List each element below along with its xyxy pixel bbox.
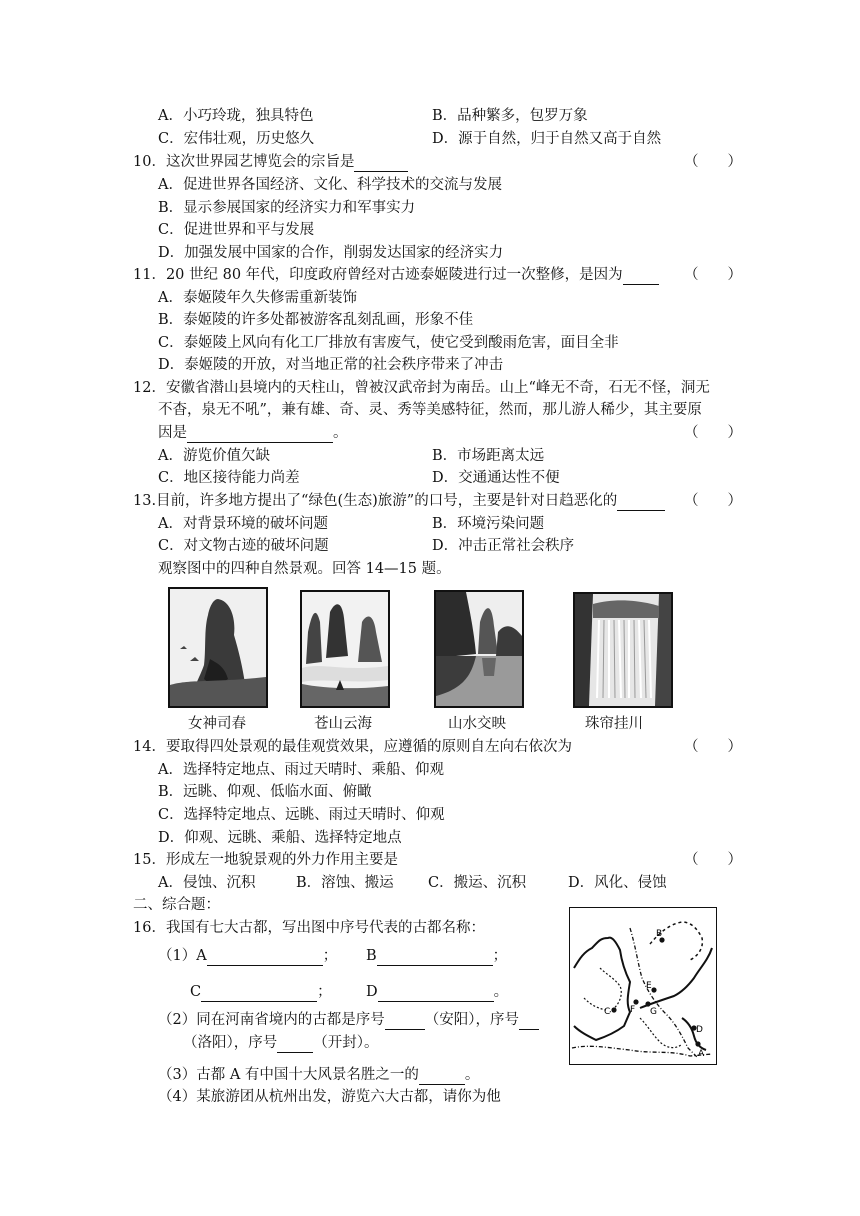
map-label-e: E bbox=[646, 981, 652, 991]
map-label-a: A bbox=[698, 1049, 705, 1059]
q11-option-b: B．泰姬陵的许多处都被游客乱刻乱画，形象不佳 bbox=[158, 312, 474, 328]
q16-part2-line1: （2）同在河南省境内的古都是序号 （安阳），序号 bbox=[158, 1010, 539, 1030]
q13-stem: 13.目前，许多地方提出了“绿色(生态)旅游”的口号，主要是针对日趋恶化的 bbox=[133, 491, 665, 511]
q12-line-2: 不杳，泉无不吼”，兼有雄、奇、灵、秀等美感特征，然而，那儿游人稀少，其主要原 bbox=[158, 402, 702, 418]
q14-option-a: A．选择特定地点、雨过天晴时、乘船、仰观 bbox=[158, 762, 444, 778]
q11-option-c: C．泰姬陵上风向有化工厂排放有害废气，使它受到酸雨危害，面目全非 bbox=[158, 335, 619, 351]
section-heading: 二、综合题： bbox=[133, 897, 220, 913]
q12-option-b: B．市场距离太远 bbox=[432, 448, 545, 464]
q9-option-c: C．宏伟壮观，历史悠久 bbox=[158, 131, 315, 147]
q11-option-d: D．泰姬陵的开放，对当地正常的社会秩序带来了冲击 bbox=[158, 357, 504, 373]
answer-blank bbox=[519, 1014, 539, 1030]
map-label-c: C bbox=[604, 1007, 611, 1017]
q10-option-c: C．促进世界和平与发展 bbox=[158, 222, 315, 238]
q16-stem: 16．我国有七大古都，写出图中序号代表的古都名称： bbox=[133, 920, 485, 936]
q10-option-a: A．促进世界各国经济、文化、科学技术的交流与发展 bbox=[158, 177, 502, 193]
q11-option-a: A．泰姬陵年久失修需重新装饰 bbox=[158, 290, 357, 306]
ancient-capitals-map bbox=[569, 907, 717, 1065]
observe-instruction: 观察图中的四种自然景观。回答 14—15 题。 bbox=[158, 561, 451, 577]
caption-goddess: 女神司春 bbox=[188, 716, 246, 732]
q14-option-c: C．选择特定地点、远眺、雨过天晴时、仰观 bbox=[158, 807, 445, 823]
caption-waterfall: 珠帘挂川 bbox=[585, 716, 643, 732]
answer-paren: （ ） bbox=[684, 267, 742, 283]
landscape-photo-goddess bbox=[168, 587, 268, 708]
q13-option-a: A．对背景环境的破坏问题 bbox=[158, 516, 328, 532]
answer-blank bbox=[617, 495, 665, 511]
answer-blank bbox=[419, 1069, 465, 1085]
answer-paren: （ ） bbox=[684, 154, 742, 170]
q14-option-b: B．远眺、仰观、低临水面、俯瞰 bbox=[158, 784, 372, 800]
landscape-photo-river bbox=[434, 590, 524, 708]
caption-river: 山水交映 bbox=[448, 716, 506, 732]
q15-stem: 15．形成左一地貌景观的外力作用主要是 bbox=[133, 852, 398, 868]
map-label-f: F bbox=[630, 1005, 636, 1015]
answer-blank bbox=[623, 269, 659, 285]
answer-blank bbox=[354, 156, 408, 172]
q10-option-d: D．加强发展中国家的合作，削弱发达国家的经济实力 bbox=[158, 245, 504, 261]
map-label-b: B bbox=[656, 929, 663, 939]
q16-part1-row1: （1）A ； bbox=[158, 948, 338, 964]
q10-option-b: B．显示参展国家的经济实力和军事实力 bbox=[158, 200, 416, 216]
answer-paren: （ ） bbox=[684, 493, 742, 509]
landscape-photo-waterfall bbox=[573, 592, 673, 708]
q9-option-d: D．源于自然，归于自然又高于自然 bbox=[432, 131, 662, 147]
q14-option-d: D．仰观、远眺、乘船、选择特定地点 bbox=[158, 830, 402, 846]
map-label-g: G bbox=[650, 1007, 657, 1017]
q14-stem: 14．要取得四处景观的最佳观赏效果，应遵循的原则自左向右依次为 bbox=[133, 739, 572, 755]
q13-option-d: D．冲击正常社会秩序 bbox=[432, 538, 575, 554]
q11-stem: 11．20 世纪 80 年代，印度政府曾经对古迹泰姬陵进行过一次整修，是因为 bbox=[133, 265, 659, 285]
answer-blank bbox=[201, 986, 317, 1002]
q16-part1-d: D 。 bbox=[366, 984, 509, 1000]
answer-blank bbox=[187, 427, 333, 443]
q15-option-b: B．溶蚀、搬运 bbox=[296, 875, 394, 891]
answer-paren: （ ） bbox=[684, 739, 742, 755]
q12-option-a: A．游览价值欠缺 bbox=[158, 448, 270, 464]
landscape-photo-cangshan bbox=[300, 590, 390, 708]
q16-part4: （4）某旅游团从杭州出发，游览六大古都，请你为他 bbox=[158, 1089, 501, 1105]
q10-stem: 10．这次世界园艺博览会的宗旨是 bbox=[133, 152, 408, 172]
q15-option-a: A．侵蚀、沉积 bbox=[158, 875, 256, 891]
q12-option-c: C．地区接待能力尚差 bbox=[158, 470, 300, 486]
q16-part1-b: B ； bbox=[366, 948, 508, 964]
answer-paren: （ ） bbox=[684, 425, 742, 441]
q9-option-b: B．品种繁多，包罗万象 bbox=[432, 108, 588, 124]
answer-blank bbox=[377, 950, 493, 966]
q16-part1-c: C ； bbox=[190, 984, 332, 1000]
q13-option-b: B．环境污染问题 bbox=[432, 516, 545, 532]
q12-line-3: 因是 。 bbox=[158, 425, 348, 441]
answer-blank bbox=[277, 1037, 313, 1053]
q13-option-c: C．对文物古迹的破坏问题 bbox=[158, 538, 329, 554]
q12-line-1: 12．安徽省潜山县境内的天柱山，曾被汉武帝封为南岳。山上“峰无不奇，石无不怪，洞无 bbox=[133, 380, 710, 396]
q15-option-c: C．搬运、沉积 bbox=[428, 875, 527, 891]
map-label-d: D bbox=[696, 1025, 703, 1035]
q16-part3: （3）古都 A 有中国十大风景名胜之一的 。 bbox=[158, 1067, 480, 1083]
answer-blank bbox=[207, 950, 323, 966]
answer-blank bbox=[378, 986, 494, 1002]
q9-option-a: A．小巧玲珑，独具特色 bbox=[158, 108, 314, 124]
q16-part2-line2: （洛阳），序号 （开封）。 bbox=[183, 1035, 379, 1051]
answer-blank bbox=[385, 1014, 425, 1030]
q12-option-d: D．交通通达性不便 bbox=[432, 470, 560, 486]
caption-cangshan: 苍山云海 bbox=[314, 716, 372, 732]
q15-option-d: D．风化、侵蚀 bbox=[568, 875, 667, 891]
answer-paren: （ ） bbox=[684, 852, 742, 868]
